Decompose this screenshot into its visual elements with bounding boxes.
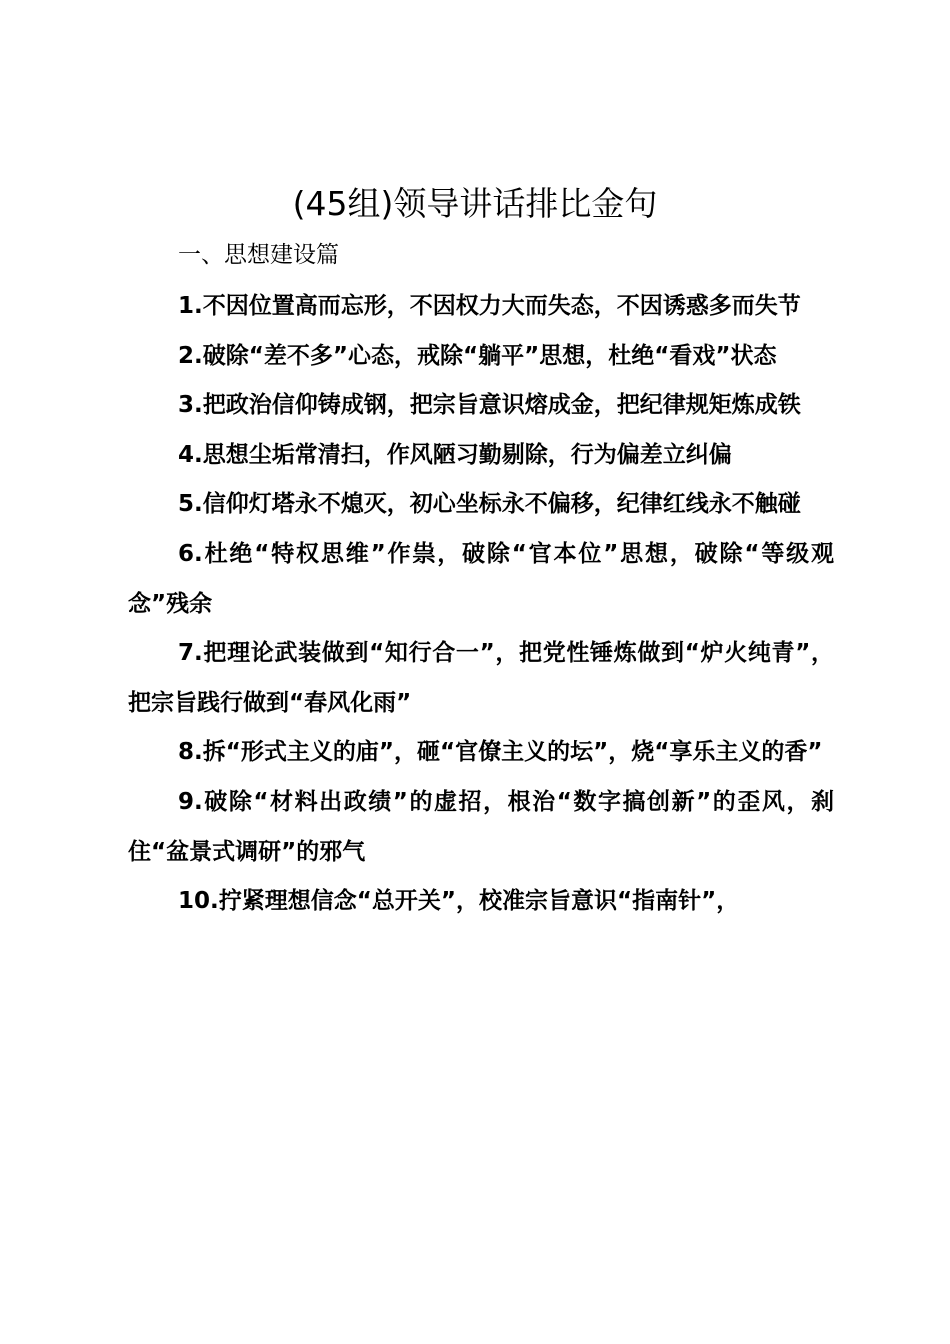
list-item: 9.破除“材料出政绩”的虚招，根治“数字搞创新”的歪风，刹住“盆景式调研”的邪气 bbox=[128, 788, 834, 865]
sentence-list bbox=[128, 282, 834, 927]
list-item: 7.把理论武装做到“知行合一”，把党性锤炼做到“炉火纯青”，把宗旨践行做到“春风化雨” bbox=[128, 640, 834, 716]
list-item: 8.拆“形式主义的庙”，砸“官僚主义的坛”，烧“享乐主义的香” bbox=[178, 739, 823, 766]
list-item: 10.拧紧理想信念“总开关”，校准宗旨意识“指南针”， bbox=[178, 888, 740, 915]
list-item: 1.不因位置高而忘形，不因权力大而失态，不因诱惑多而失节 bbox=[178, 293, 801, 319]
list-item: 3.把政治信仰铸成钢，把宗旨意识熔成金，把纪律规矩炼成铁 bbox=[178, 392, 801, 419]
list-item: 6.杜绝“特权思维”作祟，破除“官本位”思想，破除“等级观念”残余 bbox=[128, 540, 834, 617]
list-item: 5.信仰灯塔永不熄灭，初心坐标永不偏移，纪律红线永不触碰 bbox=[178, 491, 801, 518]
document-title: (45组)领导讲话排比金句 bbox=[292, 184, 658, 223]
list-item: 2.破除“差不多”心态，戒除“躺平”思想，杜绝“看戏”状态 bbox=[178, 342, 777, 369]
list-item: 4.思想尘垢常清扫，作风陋习勤剔除，行为偏差立纠偏 bbox=[178, 441, 732, 468]
section-heading: 一、思想建设篇 bbox=[178, 242, 339, 268]
